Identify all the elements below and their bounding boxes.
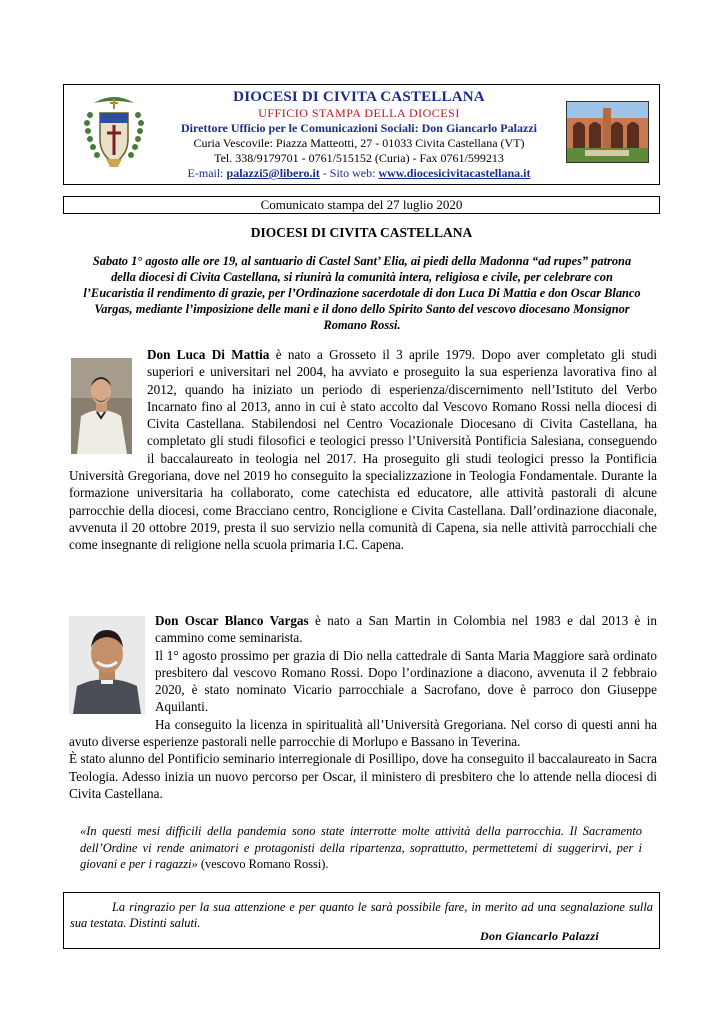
bio-luca-name: Don Luca Di Mattia — [147, 347, 270, 362]
bio-oscar-ordination: Il 1° agosto prossimo per grazia di Dio nella cattedrale di Santa Maria Maggiore sarà ordinato presbitero dal vescovo Romano Rossi. Dopo l’ordinazione a diacono, avvenuta il 2 febbraio 2020, è stato nominato Vicario parrocchiale a Sacrofano, dove è parroco don Giuseppe Aquilanti. — [155, 647, 657, 715]
address-line: Curia Vescovile: Piazza Matteotti, 27 - 01033 Civita Castellana (VT) — [193, 136, 525, 150]
church-photo — [566, 101, 649, 163]
bio-oscar-seminary: È stato alunno del Pontificio seminario interregionale di Posillipo, dove ha conseguito il baccalaureato in Sacra Teologia. Adesso inizia un nuovo percorso per Oscar, il ministero di presbitero che lo attende nella diocesi di Civita Castellana. — [69, 751, 657, 801]
portrait-oscar-blanco-vargas — [69, 616, 145, 714]
lead-paragraph: Sabato 1° agosto alle ore 19, al santuario di Castel Sant’ Elia, ai piedi della Madonna “ad rupes” patrona della diocesi di Civita Castellana, si riunirà la comunità intera, religiosa e civile, per celebrare con l’Eucaristia il rendimento di grazie, per l’Ordinazione sacerdotale di don Luca Di Mattia e don Oscar Blanco Vargas, mediante l’imposizione delle mani e il dono dello Spirito Santo del vescovo diocesano Monsignor Romano Rossi. — [83, 254, 641, 332]
email-link[interactable]: palazzi5@libero.it — [226, 166, 320, 180]
bio-oscar-intro — [69, 612, 657, 647]
bio-luca-di-mattia — [69, 346, 657, 554]
bishop-quote — [80, 823, 642, 873]
website-label: Sito web: — [329, 166, 376, 180]
document-title: DIOCESI DI CIVITA CASTELLANA — [250, 225, 473, 240]
website-link[interactable]: www.diocesicivitacastellana.it — [378, 166, 531, 180]
bio-luca-body: è nato a Grosseto il 3 aprile 1979. Dopo aver completato gli studi superiori e universitari nel 2004, ha avviato e proseguito la sua esperienza lavorativa fino al 2012, quando ha iniziato un periodo di esperienza/discernimento nell’Istituto del Verbo Incarnato fino al 2013, anno in cui è stato accolto dal Vescovo Romano Rossi nella diocesi di Civita Castellana. Stabilendosi nel Centro Vocazionale Diocesano di Civita Castellana, ha completato gli studi filosofici e teologici presso l’Università Pontificia Salesiana, conseguendo il baccalaureato in teologia nel 2017. Ha proseguito gli studi teologici presso la Pontificia Università Gregoriana, dove nel 2019 ho conseguito la specializzazione in Teologia Fondamentale. Durante la formazione universitaria ha collaborato, come catechista ed educatore, alle attività pastorali di alcune parrocchie della diocesi, come Bracciano centro, Ronciglione e Civita Castellana. Dall’ordinazione diaconale, avvenuta il 20 ottobre 2019, presta il suo servizio nella comunità di Capena, sia nelle attività parrocchiali che come insegnante di religione nella scuola primaria I.C. Capena. — [69, 347, 657, 553]
closing-box — [63, 892, 660, 949]
email-label: E-mail: — [187, 166, 224, 180]
signature: Don Giancarlo Palazzi — [480, 929, 599, 943]
bio-oscar-blanco-vargas — [69, 612, 657, 802]
diocese-coat-of-arms — [80, 93, 148, 177]
press-release-date: Comunicato stampa del 27 luglio 2020 — [63, 196, 660, 214]
bio-oscar-studies: Ha conseguito la licenza in spiritualità all’Università Gregoriana. Nel corso di questi anni ha avuto diverse esperienze pastorali nelle parrocchie di Morlupo e Bassano in Teverina. — [69, 716, 657, 750]
quote-text: «In questi mesi difficili della pandemia sono state interrotte molte attività della parrocchia. Il Sacramento dell’Ordine vi rende animatori e protagonisti della ripartenza, soprattutto, permettetemi di suggerirvi, per i giovani e per i ragazzi» — [80, 824, 642, 871]
quote-attribution: (vescovo Romano Rossi). — [197, 857, 329, 871]
contact-separator: - — [319, 166, 330, 180]
letterhead — [63, 84, 660, 185]
diocese-name: DIOCESI DI CIVITA CASTELLANA — [233, 89, 485, 105]
director-line: Direttore Ufficio per le Comunicazioni Sociali: Don Giancarlo Palazzi — [181, 121, 537, 135]
closing-text: La ringrazio per la sua attenzione e per quanto le sarà possibile fare, in merito ad una segnalazione sulla sua testata. Distinti saluti. — [70, 900, 653, 930]
bio-oscar-intro-text: è nato a San Martin in Colombia nel 1983 e dal 2013 è in cammino come seminarista. — [155, 613, 658, 646]
press-office-label: UFFICIO STAMPA DELLA DIOCESI — [258, 106, 460, 120]
contact-line — [154, 166, 564, 181]
bio-luca-text — [69, 346, 657, 554]
phone-line: Tel. 338/9179701 - 0761/515152 (Curia) - Fax 0761/599213 — [214, 151, 504, 165]
portrait-luca-di-mattia — [71, 358, 132, 454]
bio-oscar-name: Don Oscar Blanco Vargas — [155, 613, 309, 628]
